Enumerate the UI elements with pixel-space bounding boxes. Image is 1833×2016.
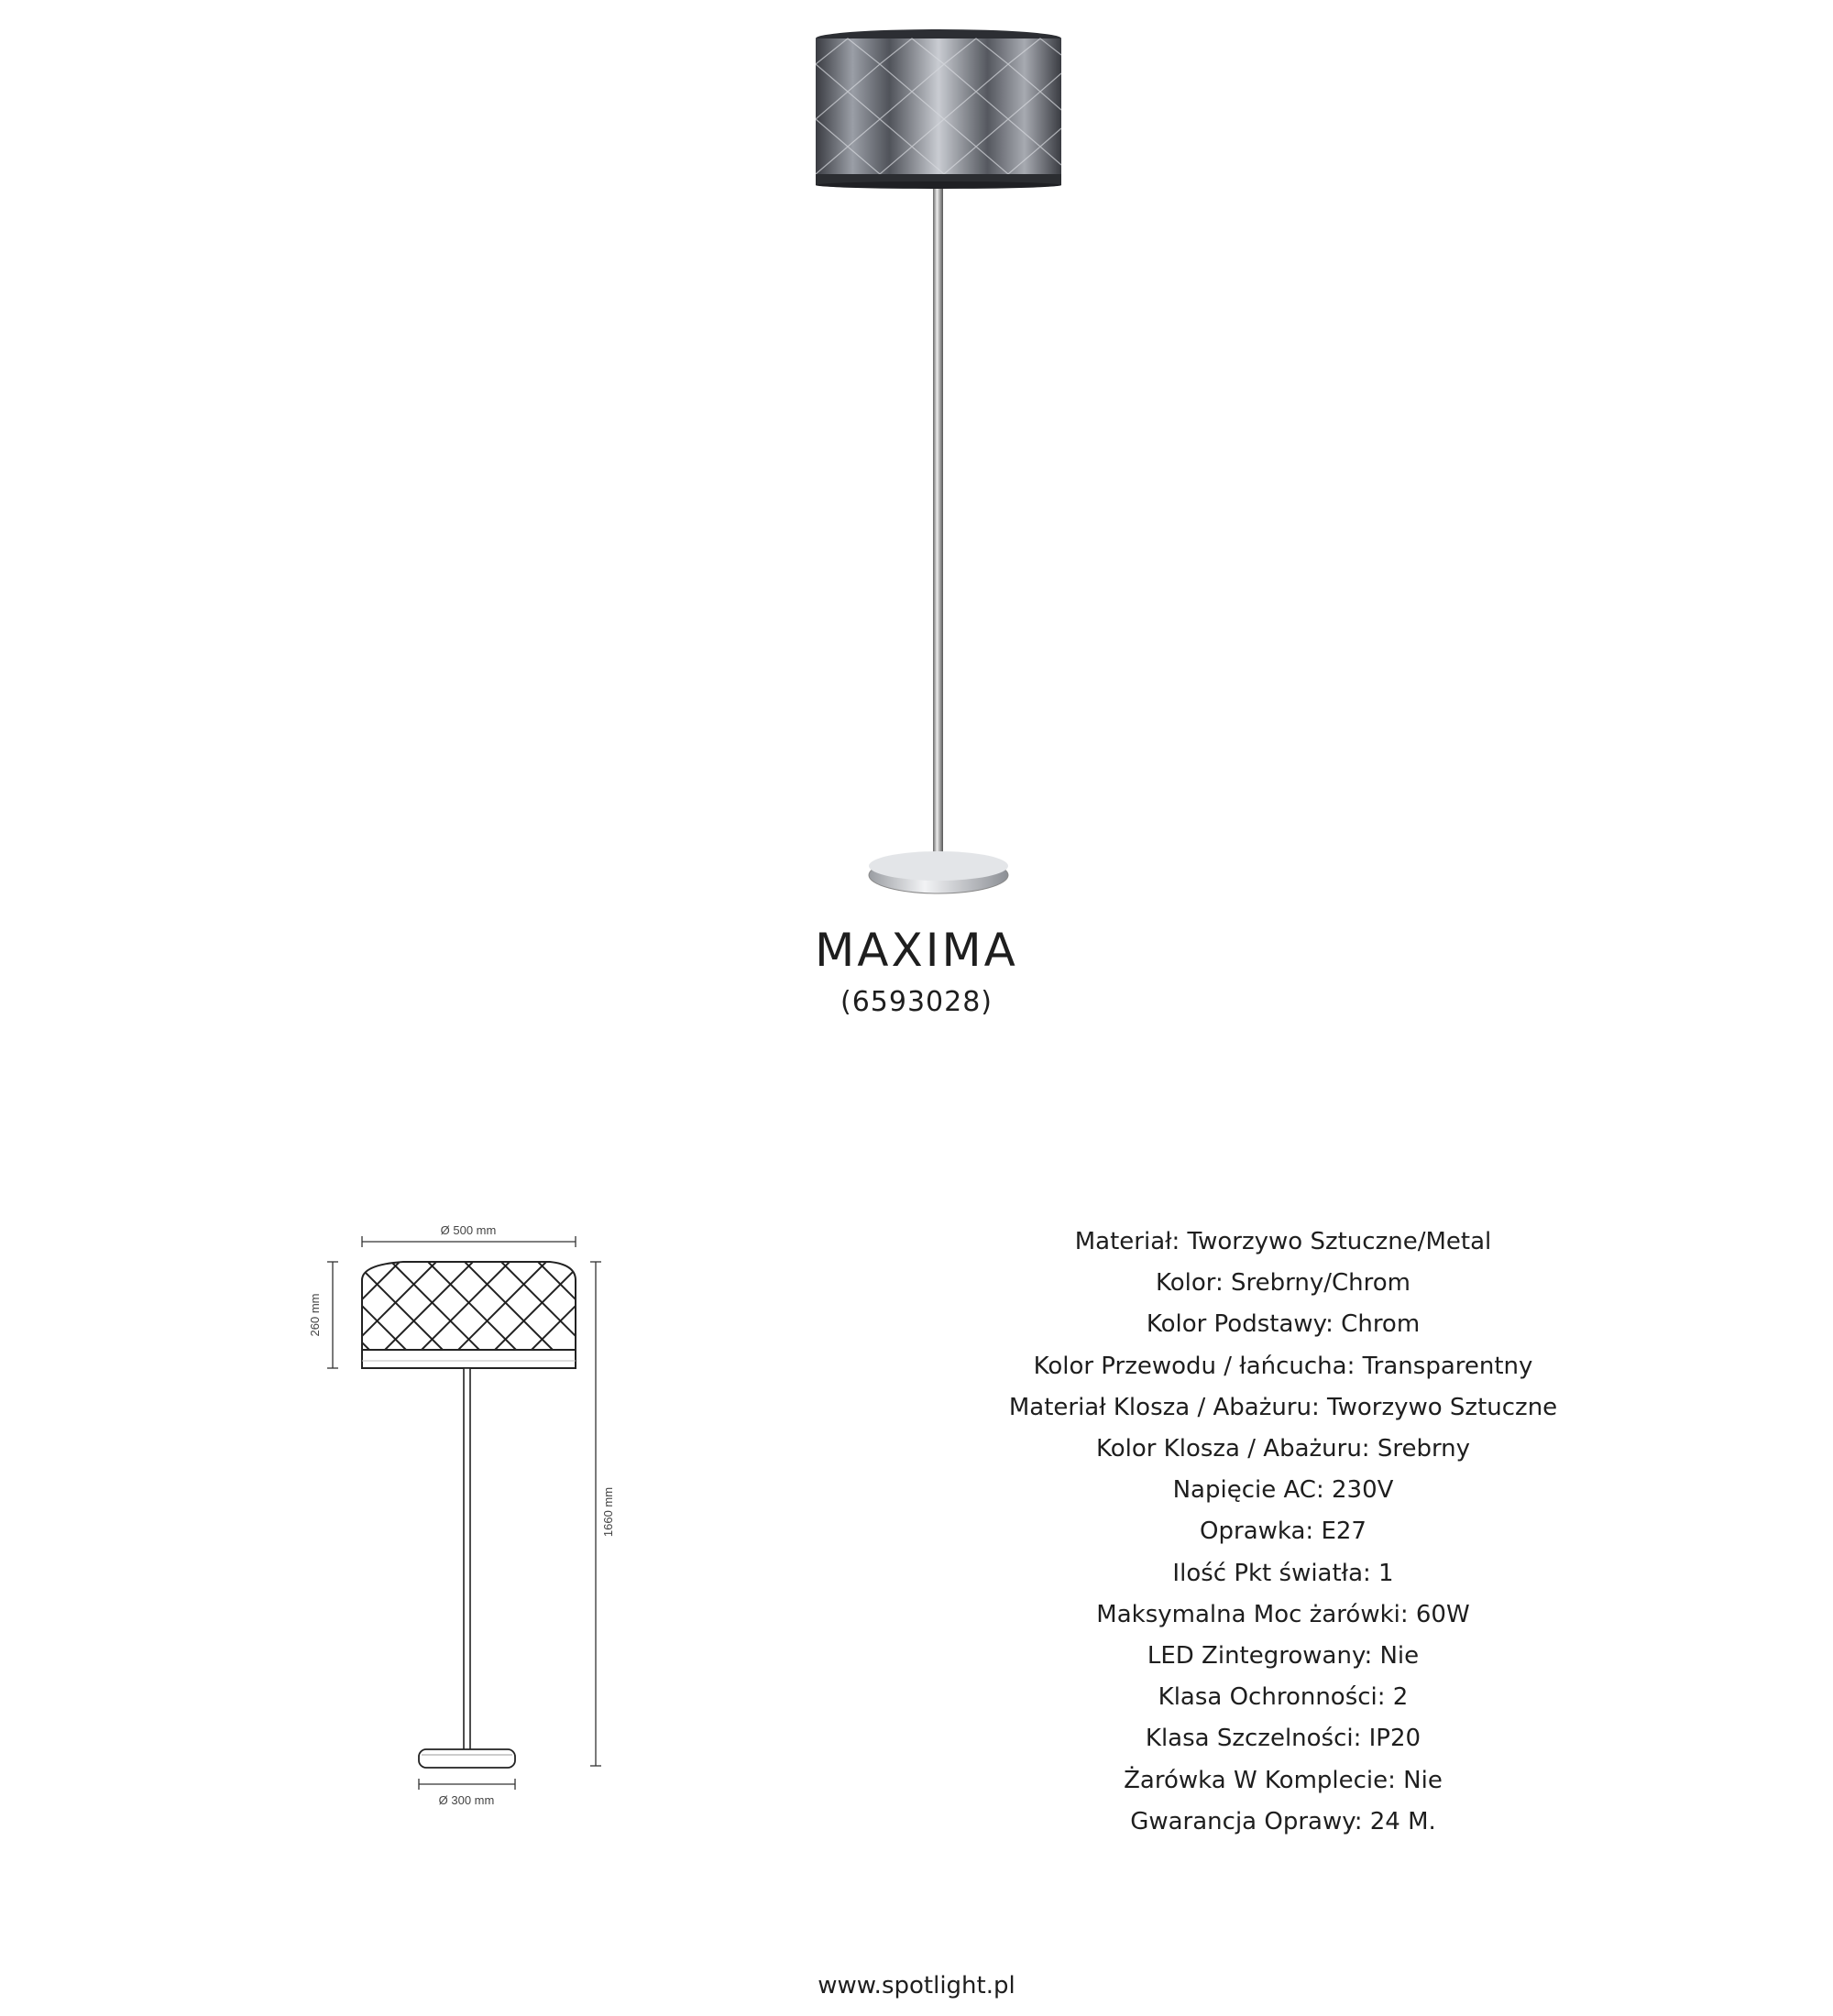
spec-item: Kolor: Srebrny/Chrom: [1155, 1269, 1410, 1298]
product-code: (6593028): [840, 986, 993, 1018]
spec-item: Materiał Klosza / Abażuru: Tworzywo Sztuczne: [1008, 1393, 1558, 1421]
spec-item: LED Zintegrowany: Nie: [1147, 1642, 1420, 1671]
spec-item: Kolor Podstawy: Chrom: [1146, 1310, 1421, 1339]
spec-item: Kolor Przewodu / łańcucha: Transparentny: [1033, 1352, 1533, 1380]
base-diameter-label: Ø 300 mm: [438, 1793, 495, 1807]
product-name: MAXIMA: [815, 924, 1018, 977]
shade-diameter-label: Ø 500 mm: [440, 1223, 497, 1237]
spec-item: Kolor Klosza / Abażuru: Srebrny: [1095, 1435, 1471, 1463]
spec-item: Maksymalna Moc żarówki: 60W: [1096, 1600, 1470, 1628]
website-link[interactable]: www.spotlight.pl: [818, 1972, 1015, 2000]
total-height-label: 1660 mm: [601, 1486, 615, 1538]
spec-item: Oprawka: E27: [1200, 1517, 1367, 1546]
spec-list: [1008, 1222, 1558, 1843]
product-photo: [807, 27, 1072, 898]
spec-item: Klasa Szczelności: IP20: [1145, 1725, 1421, 1753]
shade-height-label: 260 mm: [308, 1293, 322, 1337]
spec-item: Żarówka W Komplecie: Nie: [1124, 1766, 1443, 1794]
spec-item: Materiał: Tworzywo Sztuczne/Metal: [1074, 1228, 1492, 1255]
dimension-drawing: [293, 1223, 642, 1810]
spec-item: Napięcie AC: 230V: [1172, 1476, 1394, 1505]
spec-item: Gwarancja Oprawy: 24 M.: [1130, 1807, 1436, 1835]
spec-item: Klasa Ochronności: 2: [1158, 1683, 1409, 1712]
spec-item: Ilość Pkt światła: 1: [1172, 1559, 1394, 1587]
